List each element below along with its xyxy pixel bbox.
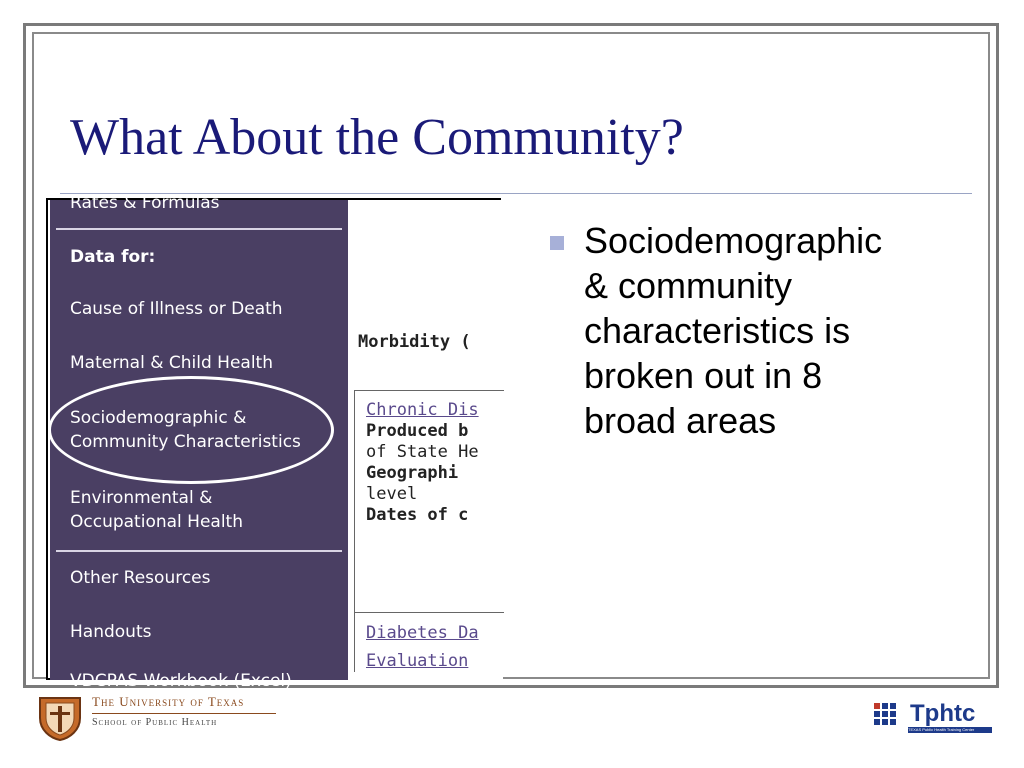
sidebar-item-community-characteristics[interactable]: Community Characteristics <box>70 432 301 452</box>
sidebar-item-workbook[interactable]: VDCPAS Workbook (Excel) <box>70 671 292 691</box>
sidebar-item-occupational-health[interactable]: Occupational Health <box>70 512 243 532</box>
sidebar-item-environmental[interactable]: Environmental & <box>70 488 213 508</box>
table-rule-vertical <box>354 390 355 672</box>
sidebar-item-handouts[interactable]: Handouts <box>70 622 152 642</box>
tphtc-logo-text: Tphtc <box>910 700 976 727</box>
highlight-oval <box>48 376 334 484</box>
bullet-line: characteristics is <box>584 310 851 351</box>
table-rule <box>354 612 504 613</box>
sidebar-nav <box>50 193 348 691</box>
diabetes-data-link[interactable]: Diabetes Da <box>366 623 479 643</box>
sidebar-item-cause-of-illness[interactable]: Cause of Illness or Death <box>70 299 283 319</box>
morbidity-heading: Morbidity ( <box>358 332 471 352</box>
sidebar-item-maternal-child[interactable]: Maternal & Child Health <box>70 353 273 373</box>
evaluation-link[interactable]: Evaluation <box>366 651 469 671</box>
sidebar-separator <box>56 228 342 230</box>
ut-shield-icon <box>36 694 84 742</box>
produced-by-value: of State He <box>366 442 479 462</box>
website-screenshot <box>46 193 501 691</box>
sidebar-item-rates[interactable]: Rates & Formulas <box>70 193 220 213</box>
sidebar-item-sociodemographic[interactable]: Sociodemographic & <box>70 408 247 428</box>
dates-label: Dates of c <box>366 505 469 525</box>
bullet-line: Sociodemographic <box>584 220 883 261</box>
ut-name: The University of Texas <box>92 694 245 709</box>
tphtc-subtitle: TEXAS Public Health Training Center <box>908 727 992 733</box>
bullet-line: & community <box>584 265 793 306</box>
produced-by-label: Produced b <box>366 421 469 441</box>
sidebar-item-other-resources[interactable]: Other Resources <box>70 568 211 588</box>
bullet-line: broad areas <box>584 400 777 441</box>
sidebar-heading: Data for: <box>70 247 156 267</box>
geographic-label: Geographi <box>366 463 459 483</box>
ut-school: School of Public Health <box>92 717 218 728</box>
ut-rule <box>92 713 276 714</box>
bullet-text <box>584 218 964 443</box>
chronic-disease-link[interactable]: Chronic Dis <box>366 400 479 420</box>
table-rule <box>354 390 504 391</box>
sidebar-separator <box>56 550 342 552</box>
bullet-line: broken out in 8 <box>584 355 823 396</box>
tphtc-grid-icon <box>874 703 908 729</box>
main-panel <box>348 200 503 680</box>
square-bullet-icon <box>550 236 564 250</box>
geographic-value: level <box>366 484 418 504</box>
slide-title: What About the Community? <box>70 109 684 166</box>
